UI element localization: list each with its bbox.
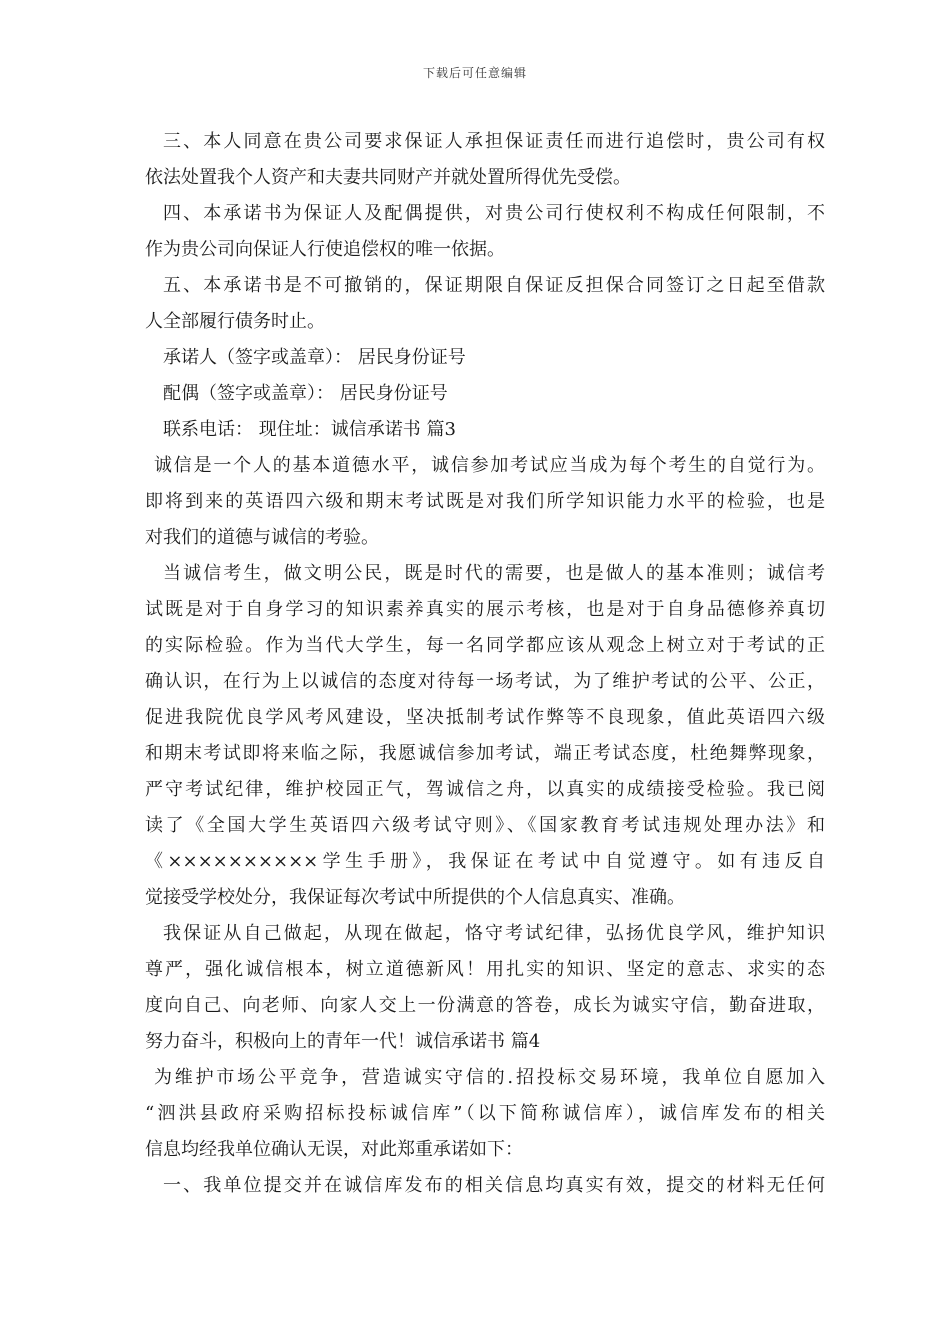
document-body — [145, 124, 825, 1204]
text-line: 四、本承诺书为保证人及配偶提供，对贵公司行使权利不构成任何限制，不 — [163, 203, 825, 224]
text-line: 努力奋斗，积极向上的青年一代！诚信承诺书 篇4 — [145, 1031, 541, 1052]
page-header: 下载后可任意编辑 — [422, 66, 527, 80]
text-line: 《××××××××××学生手册》，我保证在考试中自觉遵守。如有违反自 — [145, 851, 825, 872]
text-line: 读了《全国大学生英语四六级考试守则》、《国家教育考试违规处理办法》和 — [145, 815, 825, 836]
text-line: 配偶（签字或盖章）： 居民身份证号 — [163, 383, 448, 404]
text-line: 承诺人（签字或盖章）： 居民身份证号 — [163, 347, 466, 368]
text-line: 诚信是一个人的基本道德水平，诚信参加考试应当成为每个考生的自觉行为。 — [154, 455, 825, 476]
text-line: 一、我单位提交并在诚信库发布的相关信息均真实有效，提交的材料无任何 — [163, 1175, 825, 1196]
text-line: 的实际检验。作为当代大学生，每一名同学都应该从观念上树立对于考试的正 — [145, 635, 825, 656]
text-line: 觉接受学校处分，我保证每次考试中所提供的个人信息真实、准确。 — [145, 887, 685, 908]
text-line: 五、本承诺书是不可撤销的，保证期限自保证反担保合同签订之日起至借款 — [163, 275, 825, 296]
text-line: “泗洪县政府采购招标投标诚信库”（以下简称诚信库），诚信库发布的相关 — [145, 1103, 825, 1124]
text-line: 三、本人同意在贵公司要求保证人承担保证责任而进行追偿时，贵公司有权 — [163, 131, 825, 152]
text-line: 促进我院优良学风考风建设，坚决抵制考试作弊等不良现象，值此英语四六级 — [145, 707, 825, 728]
text-line: 我保证从自己做起，从现在做起，恪守考试纪律，弘扬优良学风，维护知识 — [163, 923, 825, 944]
text-line: 严守考试纪律，维护校园正气，驾诚信之舟，以真实的成绩接受检验。我已阅 — [145, 779, 825, 800]
text-line: 试既是对于自身学习的知识素养真实的展示考核，也是对于自身品德修养真切 — [145, 599, 825, 620]
text-line: 和期末考试即将来临之际，我愿诚信参加考试，端正考试态度，杜绝舞弊现象， — [145, 743, 825, 764]
text-line: 联系电话： 现住址：诚信承诺书 篇3 — [163, 419, 456, 440]
text-line: 对我们的道德与诚信的考验。 — [145, 527, 379, 548]
text-line: 度向自己、向老师、向家人交上一份满意的答卷，成长为诚实守信，勤奋进取， — [145, 995, 825, 1016]
text-line: 信息均经我单位确认无误，对此郑重承诺如下： — [145, 1139, 523, 1160]
text-line: 确认识，在行为上以诚信的态度对待每一场考试，为了维护考试的公平、公正， — [145, 671, 825, 692]
text-line: 为维护市场公平竞争，营造诚实守信的.招投标交易环境，我单位自愿加入 — [154, 1067, 825, 1088]
text-line: 即将到来的英语四六级和期末考试既是对我们所学知识能力水平的检验，也是 — [145, 491, 825, 512]
text-line: 尊严，强化诚信根本，树立道德新风！用扎实的知识、坚定的意志、求实的态 — [145, 959, 825, 980]
text-line: 人全部履行债务时止。 — [145, 311, 325, 332]
text-line: 依法处置我个人资产和夫妻共同财产并就处置所得优先受偿。 — [145, 167, 631, 188]
text-line: 当诚信考生，做文明公民，既是时代的需要，也是做人的基本准则；诚信考 — [163, 563, 825, 584]
text-line: 作为贵公司向保证人行使追偿权的唯一依据。 — [145, 239, 505, 260]
